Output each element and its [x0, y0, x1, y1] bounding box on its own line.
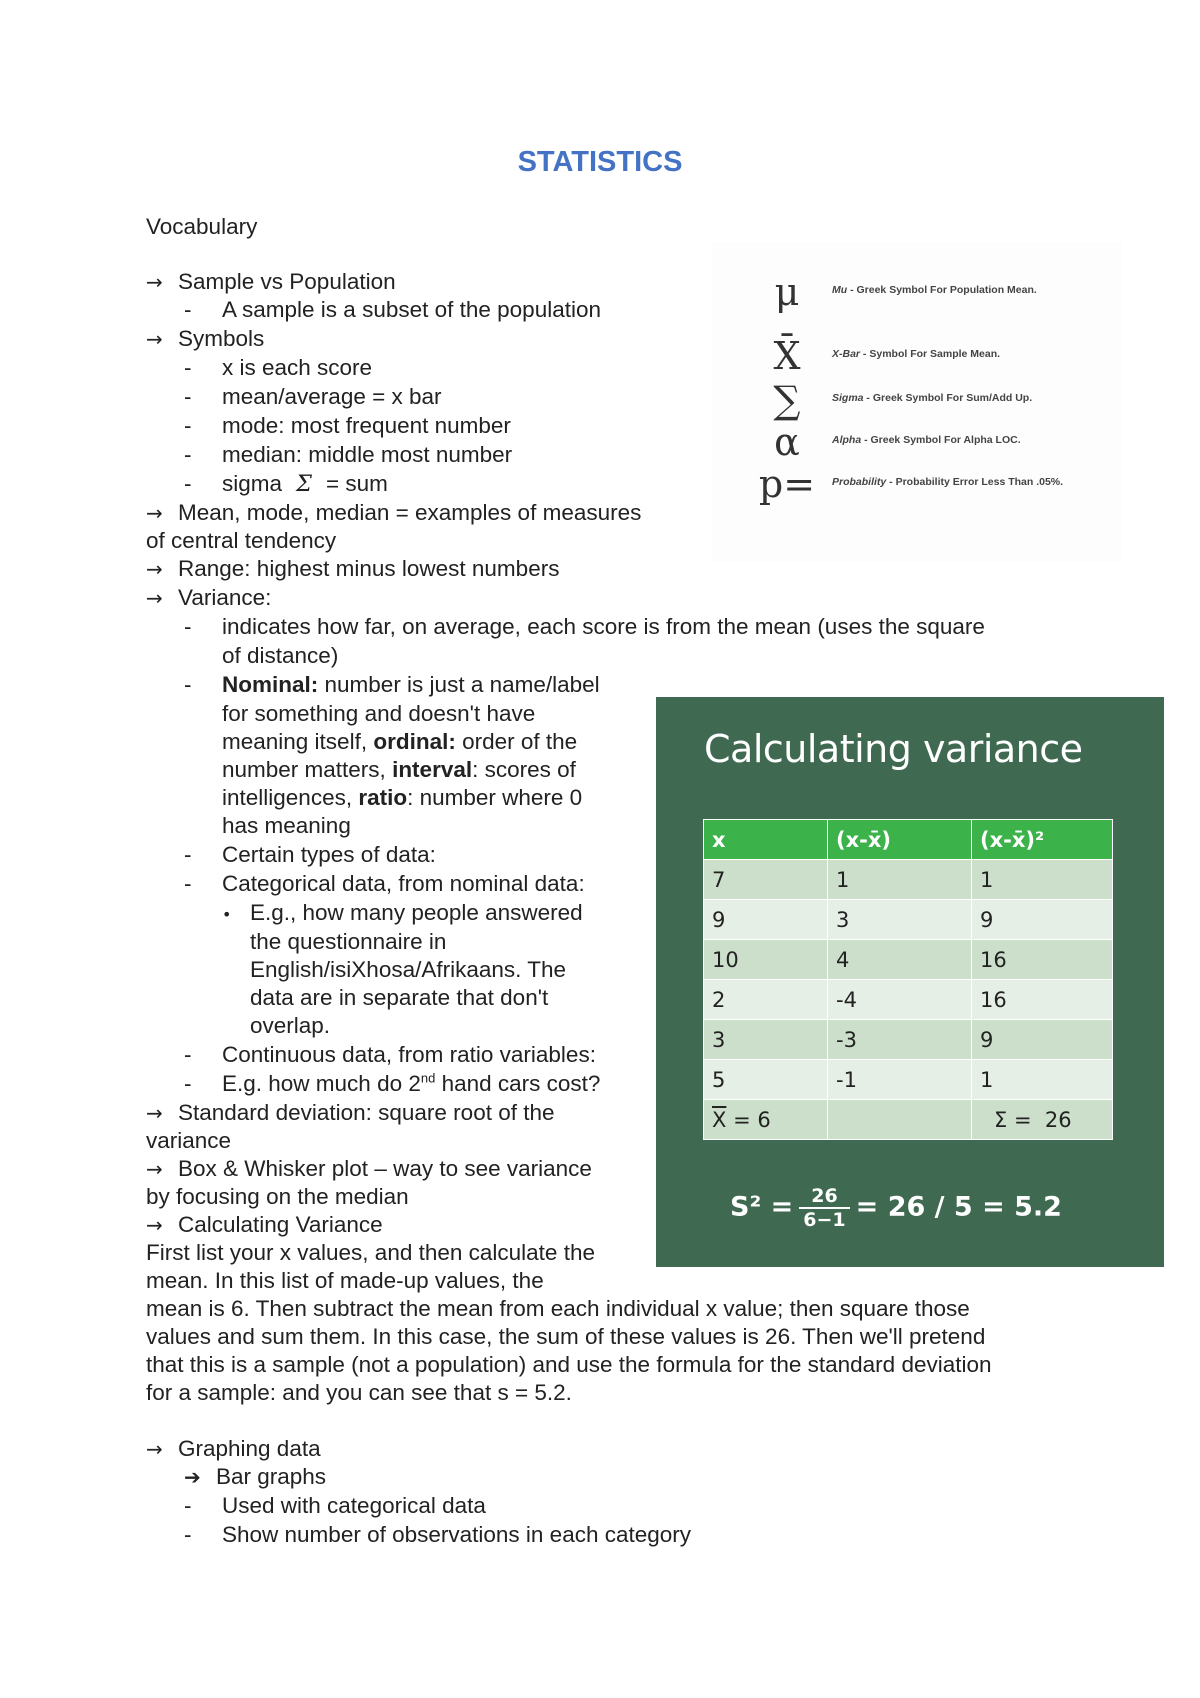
probability-symbol: p= [758, 462, 816, 506]
table-cell: 5 [704, 1060, 828, 1100]
table-cell: 1 [972, 860, 1113, 900]
symbol-description: X-Bar - Symbol For Sample Mean. [832, 348, 1001, 360]
item-categorical-data: - Categorical data, from nominal data: [184, 871, 585, 896]
item-sigma: - sigma Σ = sum [184, 471, 388, 497]
table-row [704, 1020, 1113, 1060]
symbol-row-xbar [712, 334, 1122, 378]
bullet-calculating-variance: → Calculating Variance [146, 1212, 383, 1237]
text-central-tendency-cont: of central tendency [146, 528, 337, 553]
table-cell: 4 [828, 940, 972, 980]
symbol-description: Alpha - Greek Symbol For Alpha LOC. [832, 434, 1021, 446]
table-cell: -3 [828, 1020, 972, 1060]
mean-cell: $\overline{X} = 6$ [704, 1100, 828, 1140]
text-categorical-example-cont-2: English/isiXhosa/Afrikaans. The [250, 957, 566, 982]
text-interval: number matters, interval: scores of [222, 757, 576, 782]
sigma-symbol: ∑ [773, 378, 801, 422]
symbol-row-sigma [712, 378, 1122, 422]
sigma-symbol: Σ [296, 471, 312, 497]
variance-formula: S² = $\frac{26}{6-1}$ = 26 / 5 = 5.2 [730, 1185, 1062, 1231]
item-mode: - mode: most frequent number [184, 413, 511, 438]
bullet-variance: → Variance: [146, 585, 272, 610]
variance-figure-title: Calculating variance [704, 727, 1083, 771]
table-cell: 16 [972, 940, 1113, 980]
symbol-row-probability [712, 462, 1122, 506]
symbol-row-alpha [712, 420, 1122, 464]
table-cell: 16 [972, 980, 1113, 1020]
table-cell: 1 [972, 1060, 1113, 1100]
table-cell: 9 [972, 1020, 1113, 1060]
item-cars-example: - E.g. how much do 2nd hand cars cost? [184, 1070, 601, 1096]
subitem-bar-graphs: ➔ Bar graphs [184, 1464, 327, 1489]
table-cell: 3 [828, 900, 972, 940]
header-x: x [704, 820, 828, 860]
paragraph-variance-line-5: that this is a sample (not a population) and use the formula for the standard deviation [146, 1352, 992, 1377]
header-deviation: (x-x̄) [828, 820, 972, 860]
paragraph-variance-line-3: mean is 6. Then subtract the mean from each individual x value; then square those [146, 1296, 970, 1321]
page-title: STATISTICS [517, 146, 683, 178]
item-show-observations: - Show number of observations in each category [184, 1522, 692, 1547]
sum-cell: Σ = 26 [972, 1100, 1113, 1140]
table-cell: 10 [704, 940, 828, 980]
alpha-symbol: α [774, 420, 800, 464]
paragraph-variance-line-1: First list your x values, and then calculate the [146, 1240, 595, 1265]
table-row [704, 860, 1113, 900]
table-header-row [704, 820, 1113, 860]
text-ordinal: meaning itself, ordinal: order of the [222, 729, 578, 754]
item-variance-definition: - indicates how far, on average, each score is from the mean (uses the square [184, 614, 985, 639]
text-ratio-cont: has meaning [222, 813, 351, 838]
symbol-description: Mu - Greek Symbol For Population Mean. [832, 284, 1037, 296]
heading-vocabulary: Vocabulary [146, 214, 258, 239]
paragraph-variance-line-4: values and sum them. In this case, the sum of these values is 26. Then we'll pretend [146, 1324, 986, 1349]
bullet-standard-deviation: → Standard deviation: square root of the [146, 1100, 555, 1125]
text-ratio: intelligences, ratio: number where 0 [222, 785, 583, 810]
table-cell: 9 [972, 900, 1113, 940]
paragraph-variance-line-2: mean. In this list of made-up values, the [146, 1268, 544, 1293]
item-median: - median: middle most number [184, 442, 513, 467]
item-used-with-categorical: - Used with categorical data [184, 1493, 486, 1518]
empty-cell [828, 1100, 972, 1140]
symbol-description: Sigma - Greek Symbol For Sum/Add Up. [832, 392, 1033, 404]
calculating-variance-figure [656, 697, 1164, 1267]
item-nominal: - Nominal: number is just a name/label [184, 672, 600, 697]
table-row [704, 900, 1113, 940]
text-nominal-cont: for something and doesn't have [222, 701, 536, 726]
table-cell: 7 [704, 860, 828, 900]
bullet-sample-vs-population: → Sample vs Population [146, 269, 396, 294]
text-standard-deviation-cont: variance [146, 1128, 232, 1153]
bullet-box-whisker: → Box & Whisker plot – way to see variance [146, 1156, 592, 1181]
text-categorical-example-cont-1: the questionnaire in [250, 929, 447, 954]
bullet-central-tendency: → Mean, mode, median = examples of measures [146, 500, 642, 525]
table-cell: 3 [704, 1020, 828, 1060]
item-x-each-score: - x is each score [184, 355, 373, 380]
text-categorical-example-cont-4: overlap. [250, 1013, 331, 1038]
text-categorical-example-cont-3: data are in separate that don't [250, 985, 549, 1010]
table-footer-row [704, 1100, 1113, 1140]
table-cell: 1 [828, 860, 972, 900]
item-types-of-data: - Certain types of data: [184, 842, 436, 867]
table-cell: -1 [828, 1060, 972, 1100]
header-squared-deviation: (x-x̄)² [972, 820, 1113, 860]
paragraph-variance-line-6: for a sample: and you can see that s = 5.2. [146, 1380, 572, 1405]
variance-table [703, 819, 1113, 1140]
table-row [704, 1060, 1113, 1100]
item-sample-definition: - A sample is a subset of the population [184, 297, 601, 322]
bullet-graphing-data: → Graphing data [146, 1436, 321, 1461]
table-row [704, 940, 1113, 980]
text-box-whisker-cont: by focusing on the median [146, 1184, 409, 1209]
symbol-row-mu [712, 270, 1122, 314]
table-cell: 2 [704, 980, 828, 1020]
bullet-range: → Range: highest minus lowest numbers [146, 556, 560, 581]
greek-symbols-figure [712, 242, 1122, 562]
table-row [704, 980, 1113, 1020]
mu-symbol: μ [774, 270, 800, 314]
item-mean-average: - mean/average = x bar [184, 384, 442, 409]
symbol-description: Probability - Probability Error Less Than .05%. [832, 476, 1064, 488]
formula-fraction: $\frac{26}{6-1}$ [799, 1185, 849, 1231]
table-cell: 9 [704, 900, 828, 940]
xbar-symbol: X̄ [773, 334, 801, 378]
text-variance-definition-cont: of distance) [222, 643, 339, 668]
item-continuous-data: - Continuous data, from ratio variables: [184, 1042, 596, 1067]
table-cell: -4 [828, 980, 972, 1020]
subitem-categorical-example: • E.g., how many people answered [222, 900, 583, 925]
bullet-symbols: → Symbols [146, 326, 265, 351]
